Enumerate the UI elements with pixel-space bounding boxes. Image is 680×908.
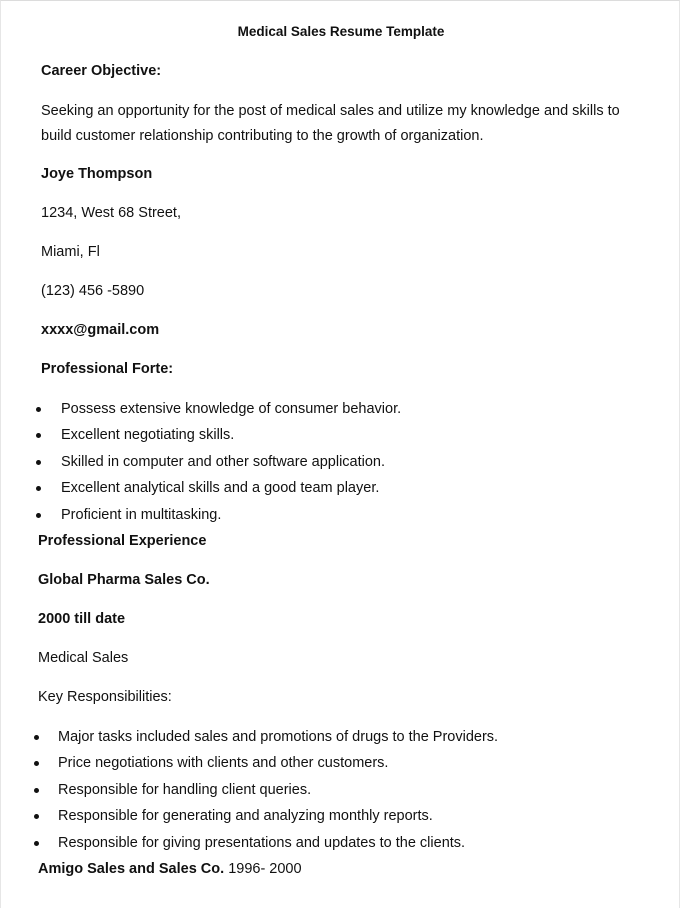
contact-phone: (123) 456 -5890 [41, 283, 145, 299]
previous-company-name: Amigo Sales and Sales Co. [38, 861, 225, 877]
bullet-icon [36, 460, 41, 465]
responsibility-item: Responsible for generating and analyzing monthly reports. [58, 808, 433, 824]
forte-item: Excellent analytical skills and a good team player. [61, 480, 380, 496]
forte-item: Possess extensive knowledge of consumer behavior. [61, 401, 402, 417]
previous-employment-period: 1996- 2000 [228, 861, 302, 877]
company-name: Global Pharma Sales Co. [38, 572, 210, 588]
career-objective-text: Seeking an opportunity for the post of medical sales and utilize my knowledge and skills to build customer relationship contributing to the growth of organization. [41, 103, 620, 144]
forte-item: Skilled in computer and other software application. [61, 454, 386, 470]
professional-forte-heading: Professional Forte: [41, 361, 174, 377]
responsibility-item: Major tasks included sales and promotions of drugs to the Providers. [58, 729, 499, 745]
bullet-icon [34, 814, 39, 819]
responsibility-item: Price negotiations with clients and other customers. [58, 755, 389, 771]
contact-name: Joye Thompson [41, 166, 153, 182]
professional-experience-heading: Professional Experience [38, 533, 207, 549]
contact-email: xxxx@gmail.com [41, 322, 160, 338]
responsibility-item: Responsible for handling client queries. [58, 782, 312, 798]
forte-item: Excellent negotiating skills. [61, 427, 235, 443]
responsibility-item: Responsible for giving presentations and updates to the clients. [58, 835, 466, 851]
employment-period: 2000 till date [38, 611, 126, 627]
bullet-icon [36, 407, 41, 412]
contact-address-line1: 1234, West 68 Street, [41, 205, 181, 221]
contact-address-line2: Miami, Fl [41, 244, 100, 260]
bullet-icon [34, 735, 39, 740]
bullet-icon [34, 761, 39, 766]
bullet-icon [36, 486, 41, 491]
document-title: Medical Sales Resume Template [237, 24, 445, 39]
job-role: Medical Sales [38, 650, 129, 666]
bullet-icon [36, 513, 41, 518]
bullet-icon [36, 433, 41, 438]
previous-employment [38, 860, 302, 878]
bullet-icon [34, 841, 39, 846]
bullet-icon [34, 788, 39, 793]
forte-item: Proficient in multitasking. [61, 507, 222, 523]
career-objective-heading: Career Objective: [41, 63, 162, 79]
key-responsibilities-heading: Key Responsibilities: [38, 689, 172, 705]
